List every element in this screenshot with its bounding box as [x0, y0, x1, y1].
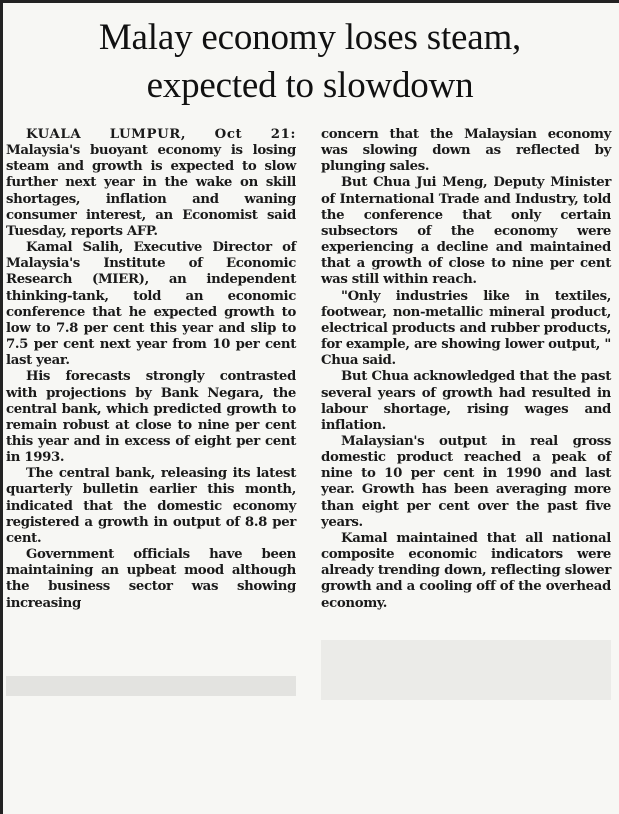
- top-border-rule: [0, 0, 619, 3]
- paragraph-text: Malaysia's buoyant economy is losing steam and growth is expected to slow further next year in the wake on skill shortages, inflation and waning consumer interest, an Economist said Tuesday, reports AFP.: [6, 143, 296, 239]
- left-border-rule: [0, 0, 3, 814]
- paragraph: Government officials have been maintaining an upbeat mood although the business sector was showing increasing: [6, 547, 296, 611]
- paragraph: But Chua Jui Meng, Deputy Minister of International Trade and Industry, told the conference that only certain subsectors of the economy were experiencing a decline and maintained that a growth of close to nine per cent was still within reach.: [321, 175, 611, 288]
- paragraph: "Only industries like in textiles, footwear, non-metallic mineral product, electrical products and rubber products, for example, are showing lower output, " Chua said.: [321, 288, 611, 369]
- paragraph: But Chua acknowledged that the past several years of growth had resulted in labour shortage, rising wages and inflation.: [321, 369, 611, 433]
- print-smudge: [6, 676, 296, 696]
- paragraph-continued: concern that the Malaysian economy was slowing down as reflected by plunging sales.: [321, 127, 611, 175]
- headline-line-1: Malay economy loses steam,: [98, 17, 522, 58]
- paragraph: His forecasts strongly contrasted with projections by Bank Negara, the central bank, which predicted growth to remain robust at close to nine per cent this year and in excess of eight per cent in 1993.: [6, 369, 296, 466]
- paragraph: [6, 127, 296, 240]
- headline: [10, 14, 610, 110]
- headline-line-2: expected to slowdown: [146, 65, 474, 106]
- left-column: [6, 127, 296, 612]
- dateline: KUALA LUMPUR, Oct 21:: [26, 127, 296, 142]
- right-column: [321, 127, 611, 612]
- paragraph: Malaysian's output in real gross domestic product reached a peak of nine to 10 per cent in 1990 and last year. Growth has been averaging more than eight per cent over the past five years.: [321, 433, 611, 530]
- paragraph: The central bank, releasing its latest quarterly bulletin earlier this month, indicated that the domestic economy registered a growth in output of 8.8 per cent.: [6, 466, 296, 546]
- paragraph: Kamal Salih, Executive Director of Malaysia's Institute of Economic Research (MIER), an independent thinking-tank, told an economic conference that he expected growth to low to 7.8 per cent this year and slip to 7.5 per cent next year from 10 per cent last year.: [6, 240, 296, 369]
- paragraph: Kamal maintained that all national composite economic indicators were already trending down, reflecting slower growth and a cooling off of the overhead economy.: [321, 530, 611, 611]
- print-smudge-right: [321, 640, 611, 700]
